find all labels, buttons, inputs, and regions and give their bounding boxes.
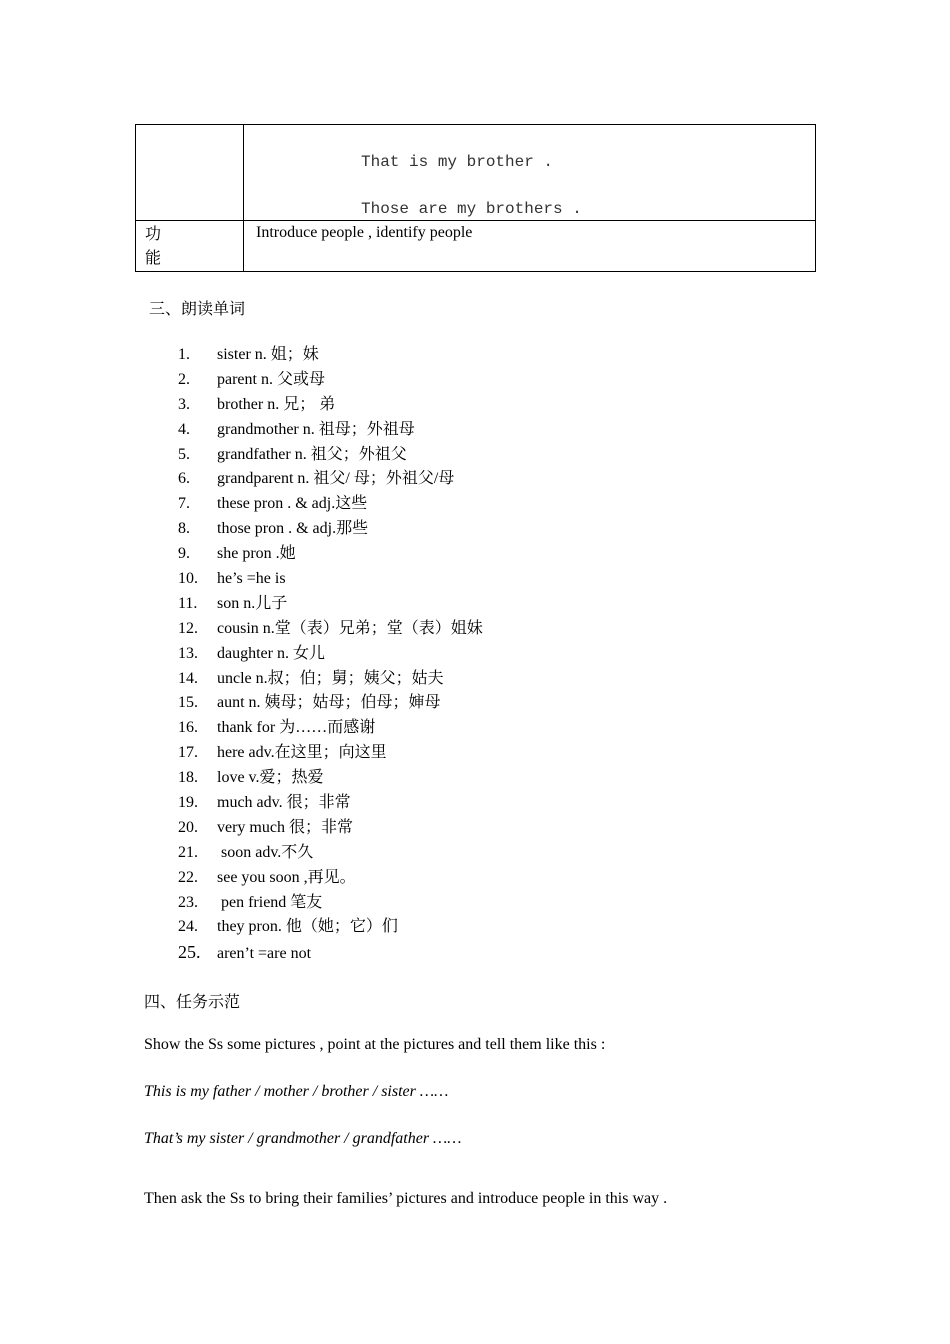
list-item	[178, 940, 483, 965]
item-text: grandmother n. 祖母；外祖母	[217, 420, 415, 438]
item-text: she pron .她	[217, 545, 296, 563]
item-number: 5.	[178, 445, 190, 463]
item-number: 17.	[178, 744, 198, 762]
item-number: 16.	[178, 719, 198, 737]
paragraph-instruction: Show the Ss some pictures , point at the pictures and tell them like this :	[144, 1036, 606, 1053]
item-number: 15.	[178, 694, 198, 712]
item-number: 23.	[178, 893, 198, 911]
item-number: 7.	[178, 495, 190, 513]
table-row	[136, 221, 816, 272]
list-item	[178, 642, 483, 667]
paragraph-example-this: This is my father / mother / brother / sister ……	[144, 1083, 449, 1100]
item-text: see you soon ,再见。	[217, 868, 356, 886]
item-text: aunt n. 姨母；姑母；伯母；婶母	[217, 694, 441, 712]
item-text: thank for 为……而感谢	[217, 719, 376, 737]
example-sentence-1: That is my brother .	[361, 153, 554, 171]
item-number: 19.	[178, 794, 198, 812]
vocabulary-list	[178, 343, 483, 965]
item-text: aren’t =are not	[217, 945, 312, 963]
paragraph-follow-up: Then ask the Ss to bring their families’ pictures and introduce people in this way .	[144, 1190, 668, 1207]
item-number: 1.	[178, 346, 190, 363]
table-cell-function-label	[136, 221, 244, 272]
section-heading-task-demo: 四、任务示范	[144, 994, 241, 1011]
table-cell-examples	[244, 125, 816, 221]
item-text: grandparent n. 祖父/ 母；外祖父/母	[217, 470, 455, 488]
section-heading-vocabulary: 三、朗读单词	[149, 301, 246, 318]
item-number: 3.	[178, 395, 190, 413]
item-number: 11.	[178, 594, 198, 612]
list-item	[178, 691, 483, 716]
list-item	[178, 517, 483, 542]
item-text: cousin n.堂（表）兄弟；堂（表）姐妹	[217, 619, 483, 637]
sentence-pattern-table	[135, 124, 816, 272]
list-item	[178, 567, 483, 592]
item-text: son n.儿子	[217, 594, 288, 612]
item-text: these pron . & adj.这些	[217, 495, 368, 513]
list-item	[178, 841, 483, 866]
list-item	[178, 343, 483, 368]
list-item	[178, 766, 483, 791]
item-text: grandfather n. 祖父；外祖父	[217, 445, 407, 463]
item-number: 2.	[178, 370, 190, 388]
list-item	[178, 617, 483, 642]
item-text: daughter n. 女儿	[217, 644, 325, 662]
table-row	[136, 125, 816, 221]
item-text: parent n. 父或母	[217, 370, 325, 388]
item-number: 18.	[178, 769, 198, 787]
item-number: 22.	[178, 868, 198, 886]
list-item	[178, 667, 483, 692]
item-number: 9.	[178, 545, 190, 563]
list-item	[178, 368, 483, 393]
item-number: 13.	[178, 644, 198, 662]
list-item	[178, 542, 483, 567]
function-text: Introduce people , identify people	[256, 224, 473, 241]
item-number: 25.	[178, 942, 201, 963]
table-cell-function-text	[244, 221, 816, 272]
list-item	[178, 891, 483, 916]
item-text: he’s =he is	[217, 570, 286, 588]
table-cell-empty	[136, 125, 244, 221]
list-item	[178, 791, 483, 816]
item-text: uncle n.叔；伯；舅；姨父；姑夫	[217, 669, 444, 687]
list-item	[178, 816, 483, 841]
example-sentence-2: Those are my brothers .	[361, 200, 582, 218]
paragraph-example-that: That’s my sister / grandmother / grandfather ……	[144, 1130, 462, 1147]
list-item	[178, 866, 483, 891]
list-item	[178, 716, 483, 741]
function-label: 功 能	[145, 226, 162, 267]
list-item	[178, 492, 483, 517]
list-item	[178, 741, 483, 766]
item-text: love v.爱；热爱	[217, 769, 324, 787]
item-number: 12.	[178, 619, 198, 637]
item-number: 24.	[178, 918, 198, 936]
item-text: those pron . & adj.那些	[217, 520, 369, 538]
item-number: 10.	[178, 570, 198, 588]
item-number: 20.	[178, 818, 198, 836]
list-item	[178, 915, 483, 940]
item-number: 14.	[178, 669, 198, 687]
list-item	[178, 592, 483, 617]
item-text: soon adv.不久	[217, 843, 314, 861]
item-number: 6.	[178, 470, 190, 488]
item-text: here adv.在这里；向这里	[217, 744, 387, 762]
item-number: 4.	[178, 420, 190, 438]
item-text: pen friend 笔友	[217, 893, 323, 911]
item-text: very much 很；非常	[217, 818, 353, 836]
item-number: 21.	[178, 843, 198, 861]
list-item	[178, 467, 483, 492]
item-number: 8.	[178, 520, 190, 538]
list-item	[178, 443, 483, 468]
item-text: brother n. 兄； 弟	[217, 395, 336, 413]
list-item	[178, 393, 483, 418]
item-text: they pron. 他（她；它）们	[217, 918, 398, 936]
item-text: sister n. 姐；妹	[217, 346, 319, 363]
list-item	[178, 418, 483, 443]
item-text: much adv. 很；非常	[217, 794, 351, 812]
